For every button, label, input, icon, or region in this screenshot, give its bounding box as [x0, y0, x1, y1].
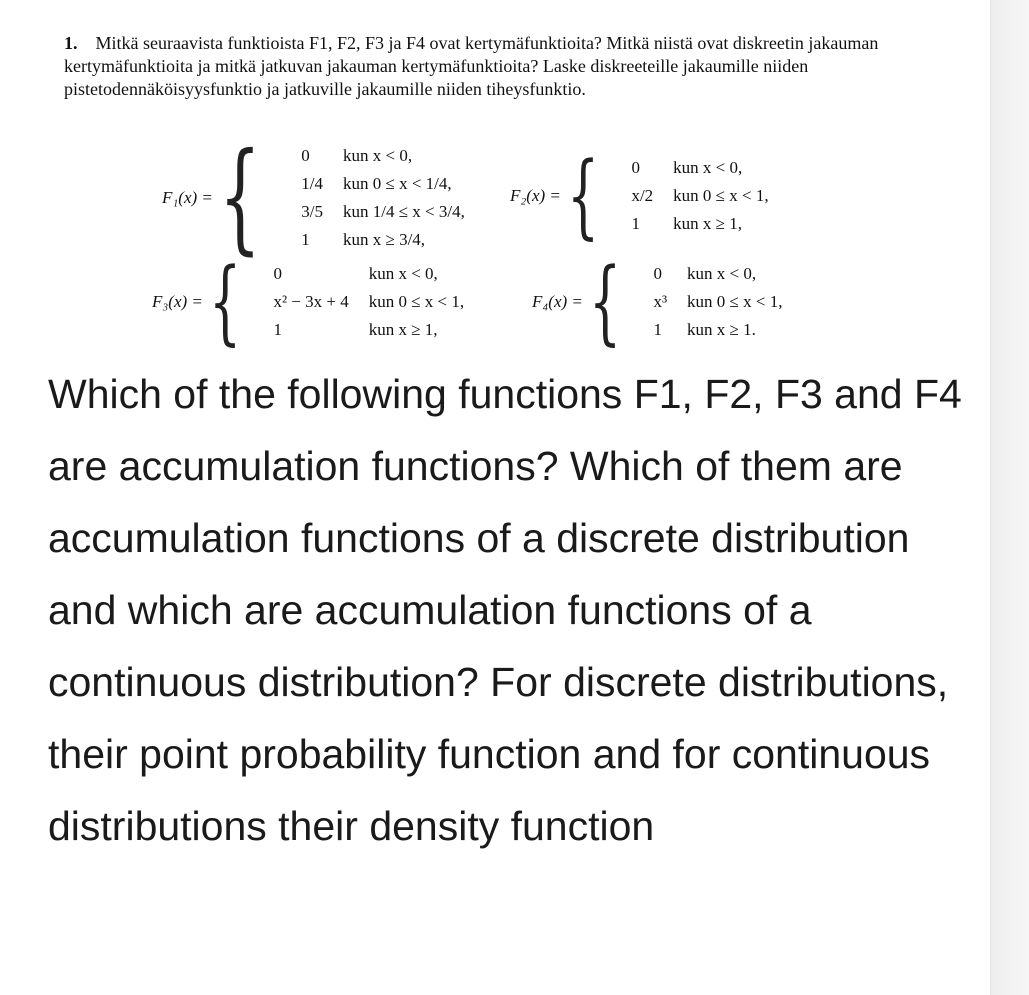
case-value: x/2	[631, 186, 654, 205]
function-f1-cases	[299, 142, 471, 254]
case-value: 0	[301, 146, 310, 165]
left-brace-icon: {	[588, 248, 622, 355]
case-value: 1	[301, 230, 310, 249]
case-condition: kun x < 0,	[342, 146, 413, 165]
case-row	[299, 198, 471, 226]
case-condition: kun x ≥ 1.	[687, 320, 756, 339]
case-row	[299, 226, 471, 254]
case-value: 0	[273, 264, 282, 283]
problem-text: Mitkä seuraavista funktioista F1, F2, F3 ja F4 ovat kertymäfunktioita? Mitkä niistä ovat diskreetin jakauman kertymäfunktioita ja mitkä jatkuvan jakauman kertymäfunktioita? Laske diskreeteille jakaumille niiden pistetodennäköisyysfunktio ja jatkuville jakaumille niiden tiheysfunktio.	[64, 33, 879, 99]
case-row	[629, 210, 774, 238]
case-condition: kun 0 ≤ x < 1,	[368, 292, 465, 311]
case-condition: kun x ≥ 1,	[673, 214, 743, 233]
case-condition: kun 0 ≤ x < 1/4,	[342, 174, 452, 193]
case-row	[299, 142, 471, 170]
case-condition: kun x ≥ 1,	[368, 320, 438, 339]
case-row	[271, 260, 470, 288]
case-value: x² − 3x + 4	[273, 292, 349, 311]
left-brace-icon: {	[218, 128, 261, 267]
case-value: 1	[273, 320, 282, 339]
case-row	[271, 316, 470, 344]
function-f3	[152, 248, 470, 355]
left-brace-icon: {	[566, 142, 600, 249]
case-value: 0	[653, 264, 662, 283]
case-row	[629, 182, 774, 210]
case-condition: kun 0 ≤ x < 1,	[673, 186, 769, 205]
case-condition: kun 1/4 ≤ x < 3/4,	[342, 202, 465, 221]
function-f2-cases	[629, 154, 774, 238]
case-condition: kun x < 0,	[687, 264, 757, 283]
case-row	[271, 288, 470, 316]
case-condition: kun x < 0,	[368, 264, 438, 283]
left-brace-icon: {	[208, 248, 242, 355]
case-condition: kun x ≥ 3/4,	[342, 230, 426, 249]
function-f1	[162, 128, 471, 267]
function-f3-lhs: F₃(x) =	[152, 292, 203, 311]
case-row	[651, 288, 788, 316]
function-f2-lhs: F₂(x) =	[510, 186, 561, 205]
function-f4-cases	[651, 260, 788, 344]
case-row	[299, 170, 471, 198]
function-f3-cases	[271, 260, 470, 344]
page-edge-shadow	[990, 0, 1029, 995]
case-condition: kun 0 ≤ x < 1,	[687, 292, 783, 311]
case-value: 0	[631, 158, 640, 177]
case-value: 3/5	[301, 202, 323, 221]
case-row	[651, 316, 788, 344]
function-f4	[532, 248, 788, 355]
case-row	[651, 260, 788, 288]
function-f1-lhs: F₁(x) =	[162, 188, 213, 207]
case-value: x³	[653, 292, 668, 311]
problem-number: 1.	[64, 33, 78, 53]
case-value: 1	[653, 320, 662, 339]
case-row	[629, 154, 774, 182]
function-f2	[510, 142, 775, 249]
english-translation: Which of the following functions F1, F2, F3 and F4 are accumulation functions? Which of them are accumulation functions of a discrete distribution and which are accumulation functions of a continuous distribution? For discrete distributions, their point probability function and for continuous distributions their density function	[48, 371, 962, 849]
case-condition: kun x < 0,	[673, 158, 743, 177]
case-value: 1	[631, 214, 640, 233]
case-value: 1/4	[301, 174, 323, 193]
function-f4-lhs: F₄(x) =	[532, 292, 583, 311]
problem-statement	[64, 32, 894, 101]
